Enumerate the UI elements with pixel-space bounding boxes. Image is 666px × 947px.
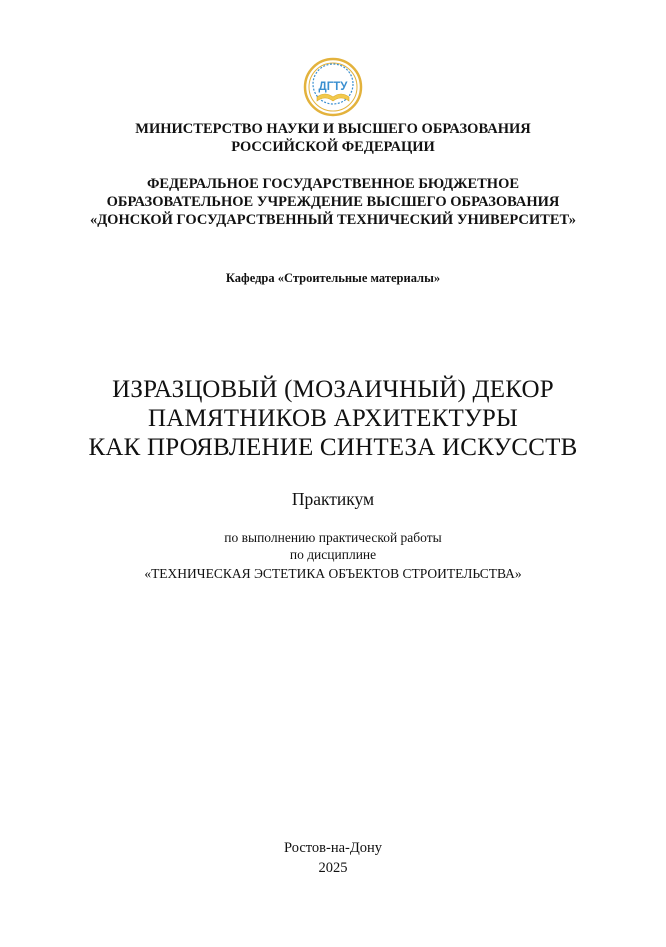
title-line-1: ИЗРАЗЦОВЫЙ (МОЗАИЧНЫЙ) ДЕКОР — [112, 376, 554, 403]
institution-line-2: ОБРАЗОВАТЕЛЬНОЕ УЧРЕЖДЕНИЕ ВЫСШЕГО ОБРАЗОВАНИЯ — [106, 194, 560, 210]
city: Ростов-на-Дону — [284, 840, 382, 856]
discipline-name: «ТЕХНИЧЕСКАЯ ЭСТЕТИКА ОБЪЕКТОВ СТРОИТЕЛЬСТВА» — [144, 566, 522, 581]
logo-text: ДГТУ — [318, 81, 348, 93]
title-line-3: КАК ПРОЯВЛЕНИЕ СИНТЕЗА ИСКУССТВ — [88, 434, 578, 461]
ministry-line-2: РОССИЙСКОЙ ФЕДЕРАЦИИ — [231, 139, 435, 155]
institution-line-3: «ДОНСКОЙ ГОСУДАРСТВЕННЫЙ ТЕХНИЧЕСКИЙ УНИВЕРСИТЕТ» — [89, 212, 577, 228]
year: 2025 — [318, 860, 348, 876]
department-label: Кафедра «Строительные материалы» — [225, 271, 441, 285]
purpose-line-1: по выполнению практической работы — [224, 530, 442, 545]
doc-type: Практикум — [291, 489, 375, 509]
institution-line-1: ФЕДЕРАЛЬНОЕ ГОСУДАРСТВЕННОЕ БЮДЖЕТНОЕ — [146, 176, 520, 192]
ministry-line-1: МИНИСТЕРСТВО НАУКИ И ВЫСШЕГО ОБРАЗОВАНИЯ — [135, 121, 531, 137]
purpose-line-2: по дисциплине — [289, 547, 377, 562]
title-line-2: ПАМЯТНИКОВ АРХИТЕКТУРЫ — [147, 405, 518, 432]
university-logo-icon — [303, 57, 363, 117]
